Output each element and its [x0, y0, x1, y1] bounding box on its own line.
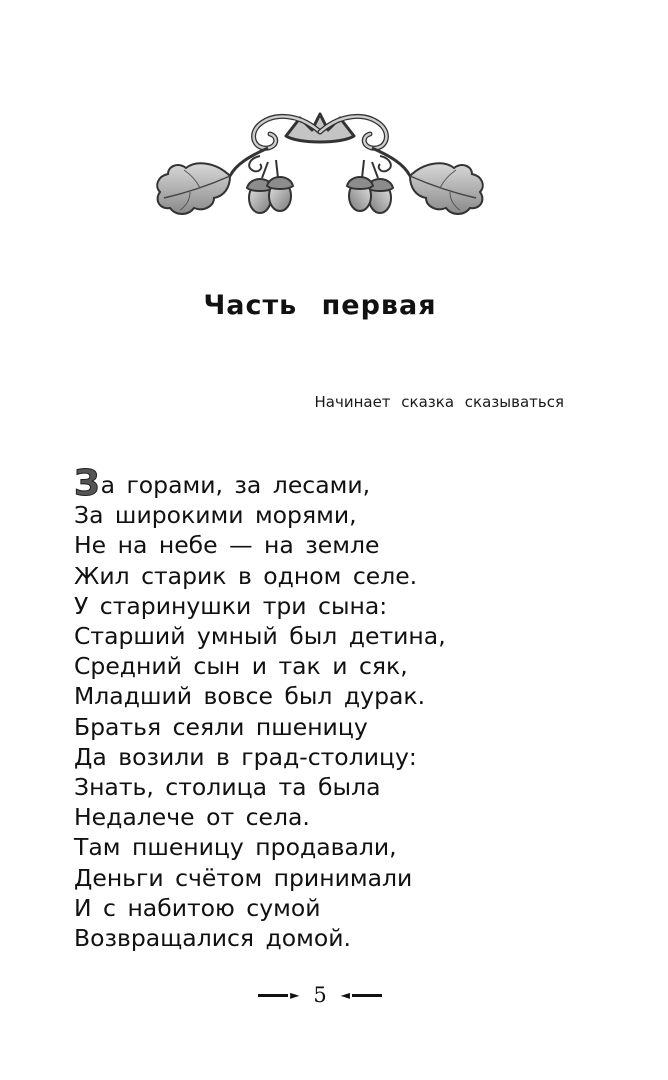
footer-arrow-left-icon: ◄	[340, 988, 350, 1002]
poem-line: Не на небе — на земле	[74, 531, 380, 560]
poem-first-line-text: а горами, за лесами,	[100, 471, 371, 499]
footer-dash-left	[258, 994, 288, 997]
poem-line: Возвращалися домой.	[74, 924, 351, 953]
poem-line: Младший вовсе был дурак.	[74, 682, 426, 711]
poem-stanza	[74, 463, 614, 953]
poem-line	[74, 463, 614, 504]
poem-line: Деньги счётом принимали	[74, 863, 413, 892]
page-footer	[0, 980, 640, 1010]
poem-line: Знать, столица та была	[74, 773, 381, 802]
oak-leaves-acorns-ornament-icon	[150, 104, 490, 234]
poem-line: Старший умный был детина,	[74, 622, 446, 651]
poem-line: Там пшеницу продавали,	[74, 833, 397, 862]
part-title: Часть первая	[203, 290, 437, 321]
page-number: 5	[313, 983, 327, 1007]
footer-dash-right	[352, 994, 382, 997]
poem-line: Жил старик в одном селе.	[74, 561, 418, 590]
poem-line: Недалече от села.	[74, 803, 310, 832]
poem-line: Да возили в град-столицу:	[74, 742, 417, 771]
drop-cap: З	[74, 463, 100, 504]
poem-line: Братья сеяли пшеницу	[74, 712, 368, 741]
poem-line: Средний сын и так и сяк,	[74, 652, 408, 681]
footer-arrow-right-icon: ►	[290, 988, 300, 1002]
poem-line: У старинушки три сына:	[74, 591, 388, 620]
poem-line: И с набитою сумой	[74, 893, 321, 922]
chapter-subtitle: Начинает сказка сказываться	[314, 393, 564, 411]
poem-line: За широкими морями,	[74, 501, 357, 530]
